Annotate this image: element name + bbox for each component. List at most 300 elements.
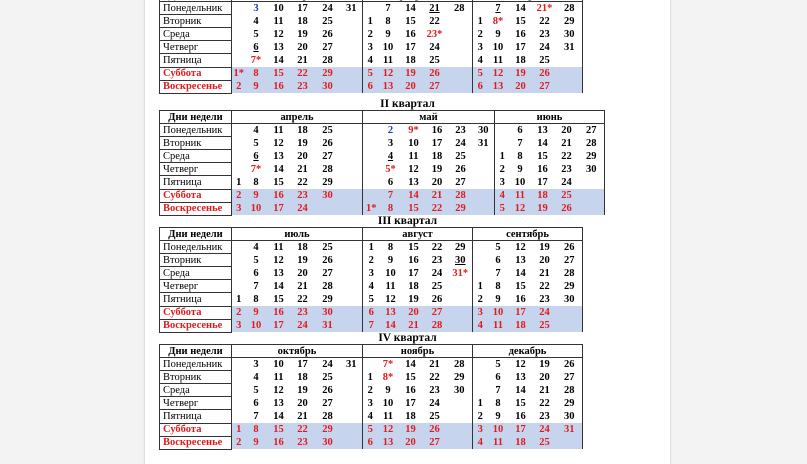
day-cell: 10 [488, 423, 509, 436]
quarter-title: IV квартал [378, 332, 437, 344]
weekday-row [160, 176, 605, 189]
day-cell: 27 [423, 436, 447, 449]
day-cell [363, 163, 380, 176]
day-cell: 1 [368, 241, 374, 253]
day-cell: 1* [233, 68, 244, 80]
day-cell [341, 54, 363, 67]
day-cell: 30 [315, 436, 341, 449]
day-cell: 25 [533, 319, 557, 332]
weekday-label: Вторник [160, 254, 232, 267]
day-cell [341, 28, 363, 41]
weekday-label: Понедельник [160, 124, 232, 137]
day-cell: 31 [557, 423, 583, 436]
day-cell: 2 [232, 189, 246, 202]
day-cell: 30 [557, 410, 583, 423]
day-cell [232, 358, 246, 371]
day-cell: 16 [405, 28, 416, 40]
weekday-label: Понедельник [160, 358, 232, 371]
day-cell: 5 [253, 137, 259, 149]
day-cell [341, 189, 363, 202]
day-cell: 6 [363, 80, 378, 93]
day-cell: 8 [517, 150, 523, 162]
day-cell: 22 [426, 202, 449, 215]
weekday-row [160, 410, 583, 423]
day-cell: 29 [447, 371, 473, 384]
day-cell: 14 [515, 267, 526, 279]
day-cell: 17 [267, 202, 291, 215]
weekday-label: Суббота [160, 306, 232, 319]
day-cell: 9 [495, 294, 501, 306]
day-cell [473, 150, 495, 163]
day-cell [579, 176, 605, 189]
day-cell: 11 [273, 15, 284, 27]
day-cell: 28 [447, 358, 473, 371]
day-cell: 28 [557, 384, 583, 397]
day-cell: 18 [297, 241, 308, 253]
day-cell: 18 [509, 319, 533, 332]
day-cell [341, 293, 363, 306]
month-header: декабрь [473, 345, 583, 358]
day-cell: 6 [253, 150, 259, 162]
day-cell: 13 [537, 124, 548, 136]
day-cell: 9 [246, 306, 267, 319]
day-cell [341, 150, 363, 163]
day-cell [232, 28, 246, 41]
weekday-label: Четверг [160, 41, 232, 54]
day-cell: 13 [380, 306, 402, 319]
day-cell: 6 [473, 80, 488, 93]
day-cell [363, 150, 380, 163]
day-cell [447, 410, 473, 423]
day-cell: 30 [557, 293, 583, 306]
day-cell: 28 [322, 411, 333, 423]
day-cell: 9 [385, 384, 391, 396]
day-cell: 6 [253, 267, 259, 279]
day-cell: 8 [380, 202, 402, 215]
day-cell: 17 [408, 267, 419, 279]
month-header: сентябрь [473, 228, 583, 241]
day-cell: 9 [495, 28, 501, 40]
day-cell: 21 [429, 2, 440, 14]
day-cell: 5 [473, 67, 488, 80]
day-cell [447, 15, 473, 28]
quarter-table [159, 344, 583, 450]
weekday-label: Среда [160, 28, 232, 41]
weekday-label: Воскресенье [160, 436, 232, 449]
day-cell: 17 [297, 358, 308, 370]
day-cell: 14 [273, 411, 284, 423]
weekday-row [160, 150, 605, 163]
day-cell: 1 [367, 15, 373, 27]
day-cell: 19 [431, 163, 443, 175]
day-cell: 24 [429, 41, 440, 53]
day-cell: 12 [385, 294, 396, 306]
day-cell: 24 [539, 41, 550, 53]
day-cell: 11 [493, 55, 503, 67]
day-cell: 7* [250, 163, 262, 175]
day-cell [232, 371, 246, 384]
day-cell: 11 [408, 150, 419, 162]
day-cell: 25 [555, 189, 579, 202]
day-cell: 11 [488, 436, 509, 449]
day-cell [473, 384, 488, 397]
day-cell: 20 [431, 177, 443, 189]
weekday-label: Вторник [160, 137, 232, 150]
day-cell: 15 [273, 177, 284, 189]
day-cell: 13 [515, 254, 526, 266]
day-cell: 13 [273, 397, 284, 409]
day-cell: 12 [488, 67, 509, 80]
weekday-row [160, 371, 583, 384]
day-cell: 18 [515, 55, 526, 67]
day-cell: 24 [291, 202, 315, 215]
month-header: июль [232, 228, 363, 241]
day-cell [341, 124, 363, 137]
day-cell: 17 [405, 41, 416, 53]
day-cell: 29 [315, 423, 341, 436]
day-cell: 9 [385, 28, 391, 40]
day-cell: 27 [579, 124, 605, 137]
day-cell: 24 [533, 423, 557, 436]
day-cell: 3 [253, 358, 259, 370]
day-cell: 29 [557, 280, 583, 293]
day-cell: 11 [273, 371, 284, 383]
day-cell: 14 [402, 189, 426, 202]
day-cell [449, 319, 473, 332]
day-cell: 11 [383, 411, 393, 423]
day-cell: 10 [408, 137, 419, 149]
day-cell [341, 410, 363, 423]
weekday-label: Суббота [160, 189, 232, 202]
day-cell [363, 137, 380, 150]
weekday-label: Среда [160, 267, 232, 280]
day-cell [495, 124, 510, 137]
day-cell: 20 [297, 150, 308, 162]
weekday-row [160, 163, 605, 176]
month-header: май [363, 111, 495, 124]
day-cell: 17 [537, 177, 548, 189]
day-cell: 2 [232, 306, 246, 319]
day-cell: 20 [539, 371, 550, 383]
day-cell: 14 [380, 319, 402, 332]
day-cell: 22 [291, 423, 315, 436]
day-cell [363, 189, 380, 202]
day-cell: 16 [408, 254, 419, 266]
day-cell: 26 [431, 294, 443, 306]
day-cell: 17 [515, 41, 526, 53]
weekday-row [160, 293, 583, 306]
day-cell: 26 [322, 384, 333, 396]
day-cell: 23* [426, 28, 443, 40]
day-cell: 22 [297, 294, 308, 306]
weekday-row [160, 189, 605, 202]
day-cell: 19 [531, 202, 555, 215]
day-cell: 3 [368, 267, 374, 279]
day-cell: 19 [539, 241, 550, 253]
day-cell: 14 [273, 163, 284, 175]
day-cell: 31 [557, 41, 583, 54]
day-cell: 13 [273, 267, 284, 279]
day-cell: 3 [473, 306, 488, 319]
day-cell: 26 [423, 67, 447, 80]
weekday-label: Воскресенье [160, 319, 232, 332]
day-cell: 22 [429, 371, 440, 383]
day-cell: 8 [246, 423, 267, 436]
day-cell: 27 [322, 41, 333, 53]
day-cell: 25 [322, 241, 333, 253]
day-cell: 11 [273, 124, 284, 136]
day-cell [315, 202, 341, 215]
day-cell: 16 [267, 306, 291, 319]
day-cell [473, 371, 488, 384]
day-cell: 8 [246, 67, 267, 80]
day-cell: 30 [315, 189, 341, 202]
day-cell: 27 [423, 80, 447, 93]
weekday-label: Понедельник [160, 241, 232, 254]
day-cell: 30 [557, 28, 583, 41]
day-cell: 29 [449, 202, 473, 215]
day-cell: 16 [405, 384, 416, 396]
day-cell: 28 [557, 267, 583, 280]
day-cell: 18 [297, 371, 308, 383]
weekday-header: Дни недели [160, 111, 232, 124]
day-cell: 13 [378, 80, 399, 93]
day-cell: 3 [232, 319, 246, 332]
day-cell: 24 [291, 319, 315, 332]
day-cell: 4 [367, 55, 373, 67]
day-cell: 21 [402, 319, 426, 332]
day-cell: 28 [426, 319, 449, 332]
day-cell [232, 150, 246, 163]
day-cell: 5 [495, 358, 501, 370]
weekday-label: Воскресенье [160, 202, 232, 215]
weekday-row [160, 124, 605, 137]
day-cell: 1 [236, 177, 242, 189]
day-cell: 7* [382, 358, 394, 370]
day-cell: 16 [267, 436, 291, 449]
day-cell: 23 [455, 124, 466, 136]
day-cell: 26 [533, 67, 557, 80]
weekday-label: Суббота [160, 67, 232, 80]
day-cell [232, 410, 246, 423]
day-cell: 12 [273, 137, 284, 149]
day-cell: 22 [561, 150, 572, 162]
weekday-row [160, 137, 605, 150]
day-cell: 3 [367, 397, 373, 409]
day-cell: 30 [315, 80, 341, 93]
day-cell: 28 [322, 55, 333, 67]
day-cell: 6 [363, 306, 380, 319]
day-cell: 12 [408, 163, 419, 175]
day-cell: 23 [561, 163, 572, 175]
day-cell: 28 [557, 2, 583, 15]
day-cell: 26 [322, 254, 333, 266]
day-cell: 10 [492, 41, 504, 53]
day-cell: 9 [246, 189, 267, 202]
day-cell: 26 [322, 28, 333, 40]
day-cell: 17 [509, 306, 533, 319]
day-cell [341, 67, 363, 80]
weekday-label: Среда [160, 384, 232, 397]
day-cell: 7 [495, 384, 501, 396]
day-cell: 30 [447, 384, 473, 397]
weekday-row [160, 423, 583, 436]
day-cell: 20 [561, 124, 572, 136]
day-cell: 5* [385, 163, 396, 175]
day-cell: 19 [408, 294, 419, 306]
day-cell [447, 41, 473, 54]
day-cell: 24 [533, 306, 557, 319]
day-cell: 9 [246, 436, 267, 449]
day-cell: 15 [267, 423, 291, 436]
day-cell: 5 [368, 294, 374, 306]
weekday-row [160, 241, 583, 254]
day-cell: 28 [322, 280, 333, 292]
day-cell: 10 [488, 306, 509, 319]
day-cell: 16 [267, 80, 291, 93]
day-cell [495, 137, 510, 150]
day-cell: 3 [367, 41, 373, 53]
day-cell [447, 80, 473, 93]
weekday-label: Среда [160, 150, 232, 163]
day-cell [341, 436, 363, 449]
day-cell [363, 176, 380, 189]
day-cell: 14 [405, 358, 416, 370]
day-cell: 17 [431, 137, 443, 149]
day-cell: 22 [539, 15, 550, 27]
day-cell: 4 [495, 189, 510, 202]
day-cell: 29 [322, 177, 333, 189]
weekday-label: Воскресенье [160, 80, 232, 93]
day-cell: 5 [253, 384, 259, 396]
day-cell: 25 [322, 371, 333, 383]
day-cell: 8 [385, 15, 391, 27]
day-cell: 27 [426, 306, 449, 319]
day-cell: 8 [253, 294, 259, 306]
day-cell: 6 [253, 397, 259, 409]
quarter-table [159, 227, 583, 333]
day-cell: 27 [533, 80, 557, 93]
day-cell: 12 [378, 67, 399, 80]
day-cell: 16 [515, 28, 526, 40]
day-cell: 8 [495, 397, 501, 409]
day-cell: 10 [382, 397, 394, 409]
day-cell: 10 [246, 202, 267, 215]
day-cell: 27 [557, 371, 583, 384]
day-cell: 2 [367, 384, 373, 396]
day-cell: 15 [405, 371, 416, 383]
day-cell [232, 384, 246, 397]
day-cell: 8 [495, 280, 501, 292]
day-cell: 4 [253, 15, 259, 27]
day-cell: 16 [537, 163, 548, 175]
weekday-label: Вторник [160, 15, 232, 28]
day-cell: 25 [533, 436, 557, 449]
day-cell [363, 124, 380, 137]
day-cell: 22 [539, 397, 550, 409]
day-cell: 19 [297, 137, 308, 149]
day-cell: 2 [387, 124, 394, 136]
weekday-label: Суббота [160, 423, 232, 436]
day-cell: 22 [431, 241, 443, 253]
day-cell [473, 254, 488, 267]
day-cell: 13 [488, 80, 509, 93]
day-cell: 28 [322, 163, 333, 175]
day-cell: 8* [492, 15, 504, 27]
day-cell: 25 [322, 124, 333, 136]
day-cell [449, 306, 473, 319]
day-cell [232, 137, 246, 150]
day-cell [232, 163, 246, 176]
day-cell: 2 [477, 294, 483, 306]
day-cell: 26 [557, 358, 583, 371]
day-cell: 25 [429, 55, 440, 67]
day-cell: 15 [267, 67, 291, 80]
day-cell: 22 [291, 67, 315, 80]
day-cell: 28 [449, 189, 473, 202]
day-cell: 19 [539, 358, 550, 370]
weekday-row [160, 2, 583, 15]
day-cell: 25 [322, 15, 333, 27]
day-cell: 6 [387, 177, 394, 189]
day-cell: 20 [297, 267, 308, 279]
day-cell: 18 [297, 124, 308, 136]
day-cell: 15 [537, 150, 548, 162]
day-cell [341, 241, 363, 254]
day-cell: 11 [510, 189, 531, 202]
day-cell: 21 [297, 55, 308, 67]
day-cell: 16 [515, 411, 526, 423]
day-cell: 6 [517, 124, 523, 136]
day-cell [341, 254, 363, 267]
day-cell: 19 [509, 67, 533, 80]
day-cell: 15 [515, 280, 526, 292]
day-cell: 27 [455, 177, 466, 189]
day-cell: 9* [408, 124, 419, 136]
day-cell [473, 241, 488, 254]
weekday-header: Дни недели [160, 345, 232, 358]
day-cell: 21* [536, 2, 553, 14]
day-cell: 28 [447, 2, 473, 15]
day-cell: 1 [477, 397, 483, 409]
day-cell: 3 [477, 41, 483, 53]
day-cell [232, 41, 246, 54]
day-cell: 17 [267, 319, 291, 332]
day-cell: 31* [449, 267, 473, 280]
day-cell [557, 319, 583, 332]
day-cell: 28 [579, 137, 605, 150]
day-cell: 21 [539, 384, 550, 396]
day-cell: 12 [273, 254, 284, 266]
day-cell: 22 [539, 280, 550, 292]
day-cell: 2 [232, 436, 246, 449]
weekday-label: Пятница [160, 54, 232, 67]
day-cell [447, 54, 473, 67]
day-cell [557, 67, 583, 80]
day-cell [341, 384, 363, 397]
day-cell: 7 [253, 280, 259, 292]
day-cell [232, 397, 246, 410]
day-cell: 27 [557, 254, 583, 267]
quarter-title: II квартал [380, 98, 435, 110]
day-cell: 20 [399, 80, 423, 93]
day-cell: 20 [399, 436, 423, 449]
day-cell: 21 [297, 411, 308, 423]
day-cell: 3 [499, 177, 505, 189]
day-cell: 4 [253, 241, 259, 253]
day-cell: 24 [561, 177, 572, 189]
day-cell: 15 [515, 15, 526, 27]
